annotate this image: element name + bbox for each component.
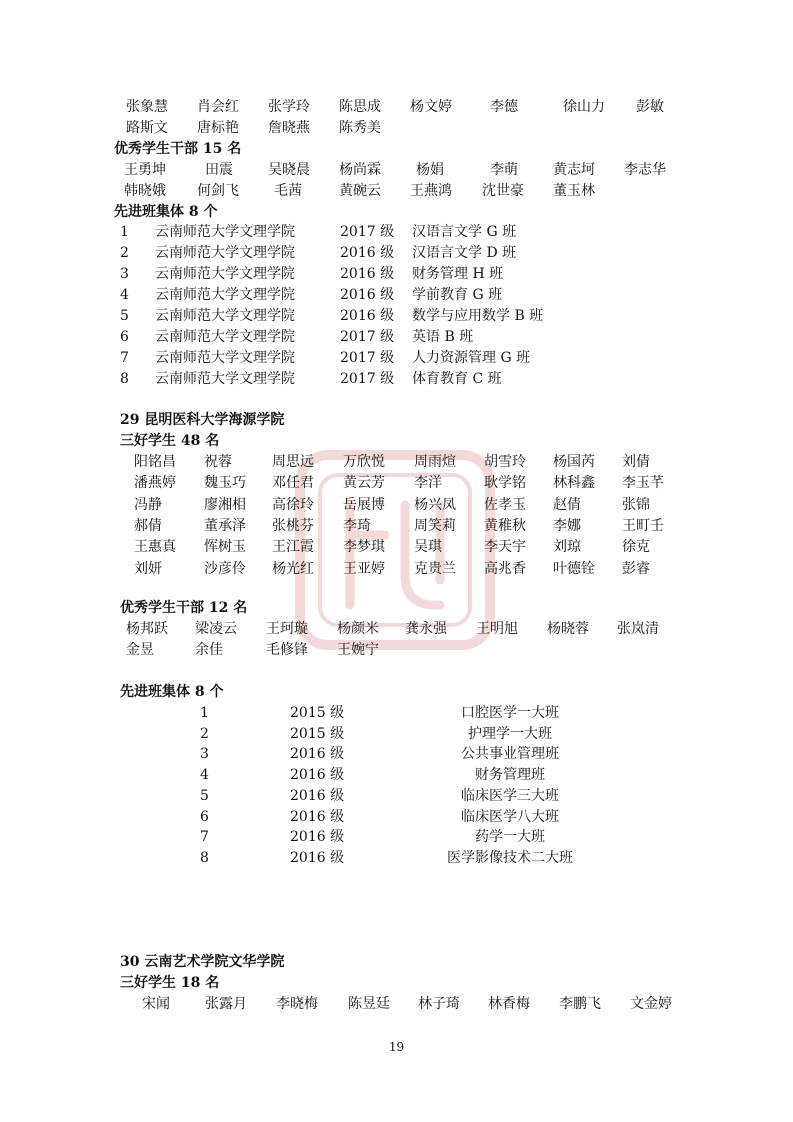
person-name: 李娜 xyxy=(553,517,581,534)
person-name: 王江霞 xyxy=(272,539,314,556)
person-name: 张象慧 xyxy=(126,99,168,115)
person-name: 郝倩 xyxy=(134,517,162,534)
person-name: 肖会红 xyxy=(197,99,239,115)
table-cell: 临床医学三大班 xyxy=(461,787,559,804)
table-cell: 汉语言文学 D 班 xyxy=(412,245,517,261)
person-name: 徐克 xyxy=(622,539,650,556)
table-cell: 3 xyxy=(200,746,209,763)
person-name: 杨文婷 xyxy=(410,99,452,115)
person-name: 周笑莉 xyxy=(414,517,456,534)
classes-heading: 先进班集体 8 个 xyxy=(120,684,224,700)
person-name: 沙彦伶 xyxy=(204,560,246,577)
students-heading: 三好学生 18 名 xyxy=(120,975,220,991)
person-name: 陈思成 xyxy=(339,99,381,115)
person-name: 梁凌云 xyxy=(195,621,237,637)
person-name: 詹晓燕 xyxy=(268,120,310,136)
person-name: 李洋 xyxy=(414,475,442,492)
person-name: 王亚婷 xyxy=(343,560,385,577)
person-name: 王燕鸿 xyxy=(410,183,452,199)
table-cell: 2016 级 xyxy=(290,808,345,825)
person-name: 耿学铭 xyxy=(484,475,526,492)
table-cell: 2016 级 xyxy=(340,266,395,282)
person-name: 冯静 xyxy=(134,496,162,513)
cadres-heading: 优秀学生干部 15 名 xyxy=(114,141,242,157)
person-name: 廖湘相 xyxy=(204,496,246,513)
person-name: 韩晓娥 xyxy=(124,183,166,199)
person-name: 余佳 xyxy=(195,642,223,658)
person-name: 魏玉巧 xyxy=(204,475,246,492)
table-cell: 口腔医学一大班 xyxy=(461,705,559,721)
person-name: 王勇坤 xyxy=(124,162,166,178)
table-cell: 2016 级 xyxy=(290,849,345,866)
table-cell: 数学与应用数学 B 班 xyxy=(412,308,544,324)
table-cell: 英语 B 班 xyxy=(412,329,474,345)
person-name: 王珂璇 xyxy=(266,621,308,637)
person-name: 黄碗云 xyxy=(339,183,381,199)
classes-heading: 先进班集体 8 个 xyxy=(114,204,218,220)
table-cell: 体育教育 C 班 xyxy=(412,371,502,387)
person-name: 彭睿 xyxy=(622,560,650,577)
person-name: 董玉林 xyxy=(553,183,595,199)
table-cell: 财务管理班 xyxy=(475,767,545,784)
person-name: 李玉芊 xyxy=(622,475,664,492)
table-cell: 8 xyxy=(200,849,209,866)
table-cell: 云南师范大学文理学院 xyxy=(155,266,295,282)
cadres-heading: 优秀学生干部 12 名 xyxy=(120,600,248,616)
table-cell: 2017 级 xyxy=(340,329,395,345)
person-name: 王婉宁 xyxy=(337,642,379,658)
person-name: 张桃芬 xyxy=(272,517,314,534)
person-name: 杨光红 xyxy=(272,560,314,577)
table-cell: 5 xyxy=(200,787,209,804)
watermark-seal-icon xyxy=(290,445,500,655)
person-name: 李天宇 xyxy=(484,539,526,556)
table-cell: 2016 级 xyxy=(340,245,395,261)
person-name: 李德 xyxy=(490,99,518,115)
person-name: 李志华 xyxy=(624,162,666,178)
table-cell: 临床医学八大班 xyxy=(461,808,559,825)
person-name: 胡雪玲 xyxy=(484,454,526,470)
person-name: 路斯文 xyxy=(126,120,168,136)
person-name: 杨娟 xyxy=(416,162,444,178)
person-name: 陈昱廷 xyxy=(348,996,390,1012)
person-name: 金昱 xyxy=(126,642,154,658)
person-name: 陈秀美 xyxy=(339,120,381,136)
person-name: 阳铭昌 xyxy=(134,454,176,470)
person-name: 彭敏 xyxy=(636,99,664,115)
person-name: 黄稚秋 xyxy=(484,517,526,534)
table-cell: 6 xyxy=(120,329,129,345)
table-cell: 云南师范大学文理学院 xyxy=(155,350,295,366)
person-name: 李晓梅 xyxy=(276,996,318,1012)
person-name: 杨国芮 xyxy=(553,454,595,470)
table-cell: 3 xyxy=(120,266,129,282)
person-name: 高兆香 xyxy=(484,560,526,577)
person-name: 王惠真 xyxy=(134,539,176,556)
table-cell: 8 xyxy=(120,371,129,387)
table-cell: 学前教育 G 班 xyxy=(412,287,503,303)
table-cell: 2016 级 xyxy=(290,746,345,763)
table-cell: 6 xyxy=(200,808,209,825)
person-name: 毛修锋 xyxy=(266,642,308,658)
person-name: 张露月 xyxy=(205,996,247,1012)
table-cell: 财务管理 H 班 xyxy=(412,266,504,282)
table-cell: 云南师范大学文理学院 xyxy=(155,329,295,345)
person-name: 徐山力 xyxy=(563,99,605,115)
person-name: 龚永强 xyxy=(405,621,447,637)
person-name: 林科鑫 xyxy=(553,475,595,492)
person-name: 田震 xyxy=(205,162,233,178)
students-heading: 三好学生 48 名 xyxy=(120,433,220,449)
person-name: 林子琦 xyxy=(418,996,460,1012)
table-cell: 2017 级 xyxy=(340,224,395,240)
school-title: 29 昆明医科大学海源学院 xyxy=(120,412,285,428)
person-name: 叶德铨 xyxy=(553,560,595,577)
table-cell: 4 xyxy=(200,767,209,784)
person-name: 宋闻 xyxy=(142,996,170,1012)
table-cell: 护理学一大班 xyxy=(468,725,552,742)
person-name: 毛茜 xyxy=(274,183,302,199)
person-name: 李鹏飞 xyxy=(559,996,601,1012)
table-cell: 2015 级 xyxy=(290,725,345,742)
table-cell: 1 xyxy=(200,705,209,721)
person-name: 刘琼 xyxy=(553,539,581,556)
person-name: 吴琪 xyxy=(414,539,442,556)
table-cell: 2016 级 xyxy=(340,287,395,303)
person-name: 黄志坷 xyxy=(553,162,595,178)
table-cell: 2016 级 xyxy=(290,767,345,784)
table-cell: 2016 级 xyxy=(290,787,345,804)
person-name: 黄云芳 xyxy=(343,475,385,492)
person-name: 李萌 xyxy=(490,162,518,178)
person-name: 邓任君 xyxy=(272,475,314,492)
person-name: 何剑飞 xyxy=(197,183,239,199)
table-cell: 2017 级 xyxy=(340,371,395,387)
person-name: 王明旭 xyxy=(476,621,518,637)
person-name: 赵倩 xyxy=(553,496,581,513)
table-cell: 7 xyxy=(200,829,209,846)
person-name: 万欣悦 xyxy=(343,454,385,470)
person-name: 佐孝玉 xyxy=(484,496,526,513)
table-cell: 2015 级 xyxy=(290,705,345,721)
person-name: 周雨煊 xyxy=(414,454,456,470)
person-name: 林香梅 xyxy=(488,996,530,1012)
school-title: 30 云南艺术学院文华学院 xyxy=(120,954,285,970)
table-cell: 云南师范大学文理学院 xyxy=(155,245,295,261)
person-name: 周思远 xyxy=(272,454,314,470)
person-name: 杨尚霖 xyxy=(339,162,381,178)
person-name: 高徐玲 xyxy=(272,496,314,513)
person-name: 张岚清 xyxy=(617,621,659,637)
table-cell: 1 xyxy=(120,224,129,240)
table-cell: 汉语言文学 G 班 xyxy=(412,224,517,240)
table-cell: 药学一大班 xyxy=(475,829,545,846)
person-name: 刘妍 xyxy=(134,560,162,577)
person-name: 祝蓉 xyxy=(204,454,232,470)
table-cell: 4 xyxy=(120,287,129,303)
table-cell: 云南师范大学文理学院 xyxy=(155,371,295,387)
table-cell: 人力资源管理 G 班 xyxy=(412,350,531,366)
person-name: 刘倩 xyxy=(622,454,650,470)
person-name: 杨颜米 xyxy=(337,621,379,637)
person-name: 唐标艳 xyxy=(197,120,239,136)
table-cell: 云南师范大学文理学院 xyxy=(155,287,295,303)
table-cell: 7 xyxy=(120,350,129,366)
table-cell: 医学影像技术二大班 xyxy=(447,849,573,866)
table-cell: 2 xyxy=(120,245,129,261)
table-cell: 5 xyxy=(120,308,129,324)
page-number: 19 xyxy=(388,1040,405,1054)
person-name: 克贵兰 xyxy=(414,560,456,577)
person-name: 沈世豪 xyxy=(482,183,524,199)
table-cell: 2017 级 xyxy=(340,350,395,366)
person-name: 张学玲 xyxy=(268,99,310,115)
person-name: 恽树玉 xyxy=(204,539,246,556)
table-cell: 公共事业管理班 xyxy=(461,746,559,763)
person-name: 李琦 xyxy=(343,517,371,534)
person-name: 文金婷 xyxy=(630,996,672,1012)
person-name: 董承泽 xyxy=(204,517,246,534)
person-name: 吴晓晨 xyxy=(268,162,310,178)
person-name: 杨兴凤 xyxy=(414,496,456,513)
person-name: 杨邦跃 xyxy=(126,621,168,637)
table-cell: 云南师范大学文理学院 xyxy=(155,224,295,240)
table-cell: 2016 级 xyxy=(340,308,395,324)
table-cell: 2016 级 xyxy=(290,829,345,846)
person-name: 王町壬 xyxy=(622,517,664,534)
person-name: 潘燕婷 xyxy=(134,475,176,492)
person-name: 张锦 xyxy=(622,496,650,513)
person-name: 李梦琪 xyxy=(343,539,385,556)
person-name: 岳展博 xyxy=(343,496,385,513)
table-cell: 云南师范大学文理学院 xyxy=(155,308,295,324)
person-name: 杨晓蓉 xyxy=(547,621,589,637)
table-cell: 2 xyxy=(200,725,209,742)
